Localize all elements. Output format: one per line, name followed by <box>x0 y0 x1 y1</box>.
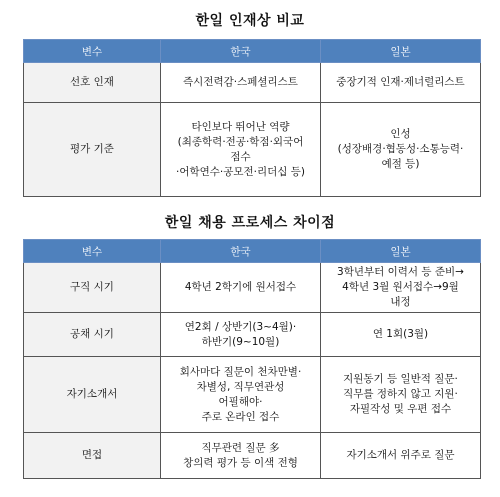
header-korea: 한국 <box>161 240 321 263</box>
table-header-row <box>24 40 481 63</box>
korea-cell: 즉시전력감·스페셜리스트 <box>161 63 321 103</box>
talent-comparison-table <box>23 39 481 197</box>
japan-cell: 연 1회(3월) <box>321 313 481 357</box>
korea-cell: 4학년 2학기에 원서접수 <box>161 263 321 313</box>
japan-cell: 자기소개서 위주로 질문 <box>321 433 481 479</box>
korea-cell: 회사마다 질문이 천차만별· 차별성, 직무연관성 어필해야· 주로 온라인 접수 <box>161 357 321 433</box>
table-row <box>24 433 481 479</box>
header-variable: 변수 <box>24 240 161 263</box>
table-row <box>24 313 481 357</box>
header-variable: 변수 <box>24 40 161 63</box>
korea-cell: 직무관련 질문 多 창의력 평가 등 이색 전형 <box>161 433 321 479</box>
row-label: 공채 시기 <box>24 313 161 357</box>
row-label: 면접 <box>24 433 161 479</box>
table-row <box>24 103 481 197</box>
table-header-row <box>24 240 481 263</box>
table-row <box>24 357 481 433</box>
korea-cell: 연2회 / 상반기(3~4월)· 하반기(9~10월) <box>161 313 321 357</box>
table-row <box>24 63 481 103</box>
japan-cell: 지원동기 등 일반적 질문· 직무를 정하지 않고 지원· 자필작성 및 우편 접수 <box>321 357 481 433</box>
row-label: 자기소개서 <box>24 357 161 433</box>
table1-title: 한일 인재상 비교 <box>195 13 305 29</box>
row-label: 선호 인재 <box>24 63 161 103</box>
korea-cell: 타인보다 뛰어난 역량 (최종학력·전공·학점·외국어 점수 ·어학연수·공모전·리더십 등) <box>161 103 321 197</box>
header-japan: 일본 <box>321 240 481 263</box>
row-label: 구직 시기 <box>24 263 161 313</box>
table2-title: 한일 채용 프로세스 차이점 <box>164 215 336 231</box>
japan-cell: 인성 (성장배경·협동성·소통능력· 예절 등) <box>321 103 481 197</box>
japan-cell: 3학년부터 이력서 등 준비→ 4학년 3월 원서접수→9월 내정 <box>321 263 481 313</box>
header-japan: 일본 <box>321 40 481 63</box>
hiring-process-table <box>23 239 481 479</box>
japan-cell: 중장기적 인재·제너럴리스트 <box>321 63 481 103</box>
row-label: 평가 기준 <box>24 103 161 197</box>
table-row <box>24 263 481 313</box>
header-korea: 한국 <box>161 40 321 63</box>
